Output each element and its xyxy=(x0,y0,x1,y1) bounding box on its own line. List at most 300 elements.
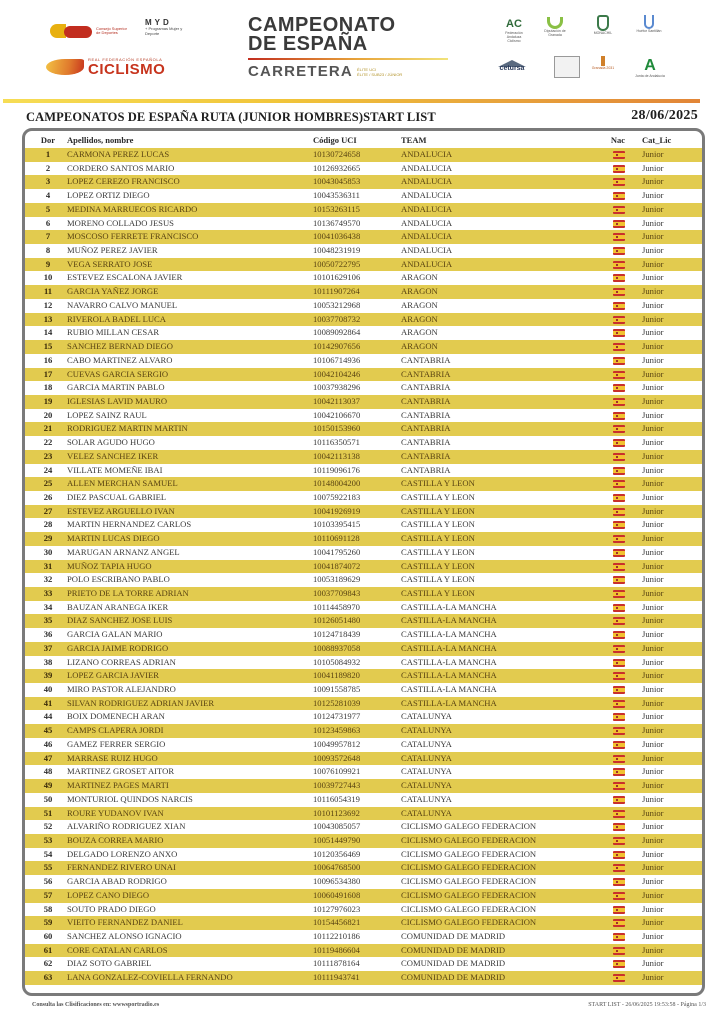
cell-uci-code: 10106714936 xyxy=(313,354,361,365)
header-dor: Dor xyxy=(40,135,56,145)
rfec-wing-icon xyxy=(46,59,84,75)
cell-dor: 35 xyxy=(43,615,53,626)
spain-flag-icon xyxy=(613,412,625,420)
cell-uci-code: 10089092864 xyxy=(313,327,361,338)
cell-name: GARCIA JAIME RODRIGO xyxy=(67,642,169,653)
spain-flag-icon xyxy=(613,782,625,790)
table-row xyxy=(25,436,702,450)
table-row xyxy=(25,779,702,793)
cell-name: MARRASE RUIZ HUGO xyxy=(67,752,158,763)
table-row xyxy=(25,738,702,752)
cell-category: Junior xyxy=(642,876,664,887)
cell-uci-code: 10091558785 xyxy=(313,684,361,695)
cell-category: Junior xyxy=(642,834,664,845)
sponsor-fac-logo: AC Federación Andaluza Ciclismo xyxy=(505,18,523,43)
table-row xyxy=(25,614,702,628)
cell-name: RIVEROLA BADEL LUCA xyxy=(67,313,166,324)
cell-uci-code: 10075922183 xyxy=(313,491,361,502)
cell-category: Junior xyxy=(642,697,664,708)
rfec-logo xyxy=(46,55,196,79)
table-row xyxy=(25,450,702,464)
cell-dor: 26 xyxy=(43,491,53,502)
cell-dor: 20 xyxy=(43,409,53,420)
cell-name: MUÑOZ TAPIA HUGO xyxy=(67,560,152,571)
cell-uci-code: 10111878164 xyxy=(313,958,360,969)
table-row xyxy=(25,656,702,670)
cell-dor: 53 xyxy=(43,834,53,845)
spain-flag-icon xyxy=(613,741,625,749)
table-row xyxy=(25,326,702,340)
cell-uci-code: 10126051480 xyxy=(313,615,361,626)
cell-team: CATALUNYA xyxy=(401,807,452,818)
footer-website-note: Consulta las Clisificaciones en: wwwsportradio.es xyxy=(32,1002,160,1008)
event-title-line3: CARRETERA xyxy=(248,63,353,80)
cell-name: IGLESIAS LAVID MAURO xyxy=(67,395,168,406)
cell-name: MARTIN LUCAS DIEGO xyxy=(67,533,160,544)
cell-name: BOIX DOMENECH ARAN xyxy=(67,711,165,722)
table-row xyxy=(25,409,702,423)
cell-dor: 27 xyxy=(43,505,53,516)
sponsor-ayuntamiento-logo xyxy=(552,56,582,78)
table-row xyxy=(25,175,702,189)
cell-team: CASTILLA-LA MANCHA xyxy=(401,642,497,653)
cell-uci-code: 10041036438 xyxy=(313,231,361,242)
table-row xyxy=(25,944,702,958)
spain-flag-icon xyxy=(613,686,625,694)
cell-team: CASTILLA Y LEON xyxy=(401,519,475,530)
header-cat: Cat_Lic xyxy=(642,135,672,145)
spain-flag-icon xyxy=(613,864,625,872)
cell-name: LOPEZ CEREZO FRANCISCO xyxy=(67,176,180,187)
cell-team: ANDALUCIA xyxy=(401,190,453,201)
table-row xyxy=(25,903,702,917)
cell-category: Junior xyxy=(642,546,664,557)
cell-uci-code: 10051449790 xyxy=(313,834,361,845)
cell-name: GARCIA ABAD RODRIGO xyxy=(67,876,167,887)
cell-name: LOPEZ GARCIA JAVIER xyxy=(67,670,159,681)
spain-flag-icon xyxy=(613,508,625,516)
spain-flag-icon xyxy=(613,645,625,653)
cell-name: DIEZ PASCUAL GABRIEL xyxy=(67,491,167,502)
cell-team: CICLISMO GALEGO FEDERACION xyxy=(401,917,537,928)
cell-team: CASTILLA-LA MANCHA xyxy=(401,601,497,612)
cell-team: COMUNIDAD DE MADRID xyxy=(401,930,506,941)
spain-flag-icon xyxy=(613,576,625,584)
cell-dor: 3 xyxy=(45,176,51,187)
cell-team: ARAGON xyxy=(401,327,438,338)
cell-name: ESTEVEZ ESCALONA JAVIER xyxy=(67,272,183,283)
cell-team: CICLISMO GALEGO FEDERACION xyxy=(401,848,537,859)
cell-category: Junior xyxy=(642,944,664,955)
cell-dor: 38 xyxy=(43,656,53,667)
cell-category: Junior xyxy=(642,382,664,393)
cell-category: Junior xyxy=(642,889,664,900)
table-row xyxy=(25,642,702,656)
cell-uci-code: 10103395415 xyxy=(313,519,361,530)
cell-team: ANDALUCIA xyxy=(401,149,453,159)
cell-team: CASTILLA-LA MANCHA xyxy=(401,629,497,640)
cell-team: CASTILLA Y LEON xyxy=(401,574,475,585)
spain-flag-icon xyxy=(613,796,625,804)
spain-flag-icon xyxy=(613,206,625,214)
cell-dor: 5 xyxy=(45,203,51,214)
cell-dor: 16 xyxy=(43,354,53,365)
table-row xyxy=(25,505,702,519)
event-categories-line1: ÉLITE UCI xyxy=(356,66,377,72)
cell-name: BOUZA CORREA MARIO xyxy=(67,834,164,845)
cell-category: Junior xyxy=(642,149,664,159)
table-row xyxy=(25,971,702,985)
spain-flag-icon xyxy=(613,755,625,763)
footer-page-info: START LIST - 26/06/2025 19:53:58 - Página 1/3 xyxy=(588,1002,706,1008)
huetor-icon xyxy=(644,15,654,29)
title-divider xyxy=(248,58,448,60)
cell-category: Junior xyxy=(642,738,664,749)
header-uci: Código UCI xyxy=(313,135,357,145)
cell-dor: 23 xyxy=(43,450,53,461)
cell-dor: 63 xyxy=(43,972,53,983)
table-row xyxy=(25,957,702,971)
cell-dor: 47 xyxy=(43,752,53,763)
cell-dor: 29 xyxy=(43,533,53,544)
cell-uci-code: 10101629106 xyxy=(313,272,361,283)
sponsor-granada2031-logo: Granada 2031 xyxy=(590,56,616,70)
cell-category: Junior xyxy=(642,313,664,324)
cell-team: CASTILLA Y LEON xyxy=(401,560,475,571)
table-row xyxy=(25,340,702,354)
cell-category: Junior xyxy=(642,903,664,914)
cell-name: VILLATE MOMEÑE IBAI xyxy=(67,464,163,475)
cell-category: Junior xyxy=(642,341,664,352)
cell-uci-code: 10088937058 xyxy=(313,642,361,653)
cell-name: CARMONA PEREZ LUCAS xyxy=(67,149,170,159)
cell-category: Junior xyxy=(642,395,664,406)
table-row xyxy=(25,354,702,368)
coat-of-arms-icon xyxy=(554,56,580,78)
cell-dor: 28 xyxy=(43,519,53,530)
spain-flag-icon xyxy=(613,371,625,379)
cell-name: MARTINEZ GROSET AITOR xyxy=(67,766,175,777)
spain-flag-icon xyxy=(613,261,625,269)
cell-name: POLO ESCRIBANO PABLO xyxy=(67,574,170,585)
cell-team: ANDALUCIA xyxy=(401,176,453,187)
cell-category: Junior xyxy=(642,354,664,365)
table-row xyxy=(25,587,702,601)
cell-dor: 39 xyxy=(43,670,53,681)
table-row xyxy=(25,189,702,203)
table-row xyxy=(25,834,702,848)
myd-label: + Programas Mujer y Deporte xyxy=(145,26,183,36)
spain-flag-icon xyxy=(613,713,625,721)
table-row xyxy=(25,230,702,244)
cell-team: COMUNIDAD DE MADRID xyxy=(401,944,506,955)
cell-team: CANTABRIA xyxy=(401,464,451,475)
cell-uci-code: 10039727443 xyxy=(313,780,361,791)
spain-flag-icon xyxy=(613,892,625,900)
table-row xyxy=(25,299,702,313)
cell-team: CATALUNYA xyxy=(401,780,452,791)
spain-flag-icon xyxy=(613,439,625,447)
table-row xyxy=(25,258,702,272)
cell-uci-code: 10150153960 xyxy=(313,423,361,434)
spain-flag-icon xyxy=(613,329,625,337)
cell-uci-code: 10042106670 xyxy=(313,409,361,420)
cell-category: Junior xyxy=(642,958,664,969)
cell-dor: 37 xyxy=(43,642,53,653)
cell-name: CORE CATALAN CARLOS xyxy=(67,944,168,955)
cell-team: ANDALUCIA xyxy=(401,162,453,173)
table-row xyxy=(25,875,702,889)
page-title: CAMPEONATOS DE ESPAÑA RUTA (JUNIOR HOMBRES)START LIST xyxy=(26,110,436,124)
cell-dor: 50 xyxy=(43,793,53,804)
csd-label: Consejo Superior de Deportes xyxy=(96,26,127,35)
cell-name: CABO MARTINEZ ALVARO xyxy=(67,354,173,365)
cell-team: CASTILLA Y LEON xyxy=(401,478,475,489)
spain-flag-icon xyxy=(613,316,625,324)
cell-team: CATALUNYA xyxy=(401,766,452,777)
cell-dor: 60 xyxy=(43,930,53,941)
spain-flag-icon xyxy=(613,837,625,845)
table-row xyxy=(25,752,702,766)
cell-dor: 4 xyxy=(45,190,51,201)
cell-name: LOPEZ CANO DIEGO xyxy=(67,889,150,900)
table-row xyxy=(25,930,702,944)
cell-team: CATALUNYA xyxy=(401,793,452,804)
cell-uci-code: 10041795260 xyxy=(313,546,361,557)
table-row xyxy=(25,313,702,327)
cell-uci-code: 10043085057 xyxy=(313,821,361,832)
spain-flag-icon xyxy=(613,480,625,488)
cell-category: Junior xyxy=(642,930,664,941)
cell-uci-code: 10049957812 xyxy=(313,738,361,749)
spain-flag-icon xyxy=(613,398,625,406)
cell-team: CASTILLA-LA MANCHA xyxy=(401,656,497,667)
spain-flag-icon xyxy=(613,960,625,968)
cell-category: Junior xyxy=(642,176,664,187)
cell-category: Junior xyxy=(642,162,664,173)
cell-name: MARTINEZ PAGES MARTI xyxy=(67,780,169,791)
cell-name: MARTIN HERNANDEZ CARLOS xyxy=(67,519,192,530)
cell-uci-code: 10148004200 xyxy=(313,478,361,489)
cell-uci-code: 10130724658 xyxy=(313,149,361,159)
spain-flag-icon xyxy=(613,590,625,598)
cell-category: Junior xyxy=(642,533,664,544)
cell-team: CASTILLA Y LEON xyxy=(401,546,475,557)
spain-flag-icon xyxy=(613,823,625,831)
cell-dor: 14 xyxy=(43,327,53,338)
cell-dor: 15 xyxy=(43,341,53,352)
spain-flag-icon xyxy=(613,288,625,296)
cell-uci-code: 10053189629 xyxy=(313,574,361,585)
cell-team: CATALUNYA xyxy=(401,752,452,763)
fac-icon: AC xyxy=(506,18,522,30)
event-title xyxy=(248,16,458,80)
header-nac: Nac xyxy=(610,135,626,145)
cell-category: Junior xyxy=(642,574,664,585)
csd-mark-icon xyxy=(50,24,92,38)
monachil-shield-icon xyxy=(597,15,609,31)
table-row xyxy=(25,217,702,231)
cell-team: CANTABRIA xyxy=(401,423,451,434)
cell-category: Junior xyxy=(642,450,664,461)
cell-team: ANDALUCIA xyxy=(401,258,453,269)
spain-flag-icon xyxy=(613,727,625,735)
spain-flag-icon xyxy=(613,247,625,255)
cell-dor: 22 xyxy=(43,437,53,448)
table-row xyxy=(25,601,702,615)
cell-category: Junior xyxy=(642,245,664,256)
cell-dor: 19 xyxy=(43,395,53,406)
spain-flag-icon xyxy=(613,425,625,433)
cell-dor: 6 xyxy=(45,217,51,228)
cell-team: CANTABRIA xyxy=(401,368,451,379)
cell-uci-code: 10042104246 xyxy=(313,368,361,379)
cell-name: ROURE YUDANOV IVAN xyxy=(67,807,164,818)
table-row xyxy=(25,793,702,807)
cell-name: MARUGAN ARNANZ ANGEL xyxy=(67,546,180,557)
cell-category: Junior xyxy=(642,725,664,736)
cell-uci-code: 10119486604 xyxy=(313,944,360,955)
cell-uci-code: 10053212968 xyxy=(313,299,361,310)
spain-flag-icon xyxy=(613,233,625,241)
cell-uci-code: 10120356469 xyxy=(313,848,361,859)
cell-category: Junior xyxy=(642,478,664,489)
cell-category: Junior xyxy=(642,231,664,242)
spain-flag-icon xyxy=(613,659,625,667)
spain-flag-icon xyxy=(613,220,625,228)
cell-team: ANDALUCIA xyxy=(401,231,453,242)
cell-category: Junior xyxy=(642,217,664,228)
cell-category: Junior xyxy=(642,656,664,667)
spain-flag-icon xyxy=(613,274,625,282)
cell-team: CICLISMO GALEGO FEDERACION xyxy=(401,862,537,873)
cell-dor: 45 xyxy=(43,725,53,736)
spain-flag-icon xyxy=(613,878,625,886)
cell-name: BAUZAN ARANEGA IKER xyxy=(67,601,169,612)
cell-uci-code: 10154456821 xyxy=(313,917,361,928)
cell-category: Junior xyxy=(642,368,664,379)
cell-dor: 51 xyxy=(43,807,53,818)
cell-dor: 34 xyxy=(43,601,53,612)
header-team: TEAM xyxy=(401,135,427,145)
cell-uci-code: 10101123692 xyxy=(313,807,360,818)
cell-dor: 17 xyxy=(43,368,53,379)
cell-name: LANA GONZALEZ-COVIELLA FERNANDO xyxy=(67,972,233,983)
cell-name: LIZANO CORREAS ADRIAN xyxy=(67,656,176,667)
spain-flag-icon xyxy=(613,810,625,818)
cell-name: DELGADO LORENZO ANXO xyxy=(67,848,178,859)
spain-flag-icon xyxy=(613,302,625,310)
cell-team: CASTILLA Y LEON xyxy=(401,505,475,516)
table-row xyxy=(25,162,702,176)
cell-category: Junior xyxy=(642,848,664,859)
table-row xyxy=(25,807,702,821)
cell-team: CASTILLA Y LEON xyxy=(401,588,475,598)
spain-flag-icon xyxy=(613,521,625,529)
myd-mark: MYD xyxy=(145,18,172,27)
granada-icon xyxy=(601,56,605,66)
spain-flag-icon xyxy=(613,549,625,557)
cell-uci-code: 10111943741 xyxy=(313,972,360,983)
cell-uci-code: 10043045853 xyxy=(313,176,361,187)
table-row xyxy=(25,285,702,299)
cell-team: CANTABRIA xyxy=(401,382,451,393)
cell-category: Junior xyxy=(642,615,664,626)
cell-category: Junior xyxy=(642,862,664,873)
table-row xyxy=(25,203,702,217)
table-row xyxy=(25,244,702,258)
cell-category: Junior xyxy=(642,629,664,640)
spain-flag-icon xyxy=(613,906,625,914)
sponsor-monachil-logo: MONACHIL xyxy=(588,15,618,35)
cell-category: Junior xyxy=(642,203,664,214)
cell-team: ANDALUCIA xyxy=(401,217,453,228)
cell-name: MEDINA MARRUECOS RICARDO xyxy=(67,203,198,214)
spain-flag-icon xyxy=(613,494,625,502)
cell-uci-code: 10064768500 xyxy=(313,862,361,873)
cell-name: VEGA SERRATO JOSE xyxy=(67,258,153,269)
cell-team: CANTABRIA xyxy=(401,409,451,420)
cell-uci-code: 10124731977 xyxy=(313,711,361,722)
cell-name: CAMPS CLAPERA JORDI xyxy=(67,725,164,736)
cell-dor: 48 xyxy=(43,766,53,777)
cell-category: Junior xyxy=(642,286,664,297)
cell-category: Junior xyxy=(642,299,664,310)
table-row xyxy=(25,669,702,683)
cell-category: Junior xyxy=(642,519,664,530)
spain-flag-icon xyxy=(613,178,625,186)
cell-uci-code: 10105084932 xyxy=(313,656,361,667)
cell-dor: 52 xyxy=(43,821,53,832)
spain-flag-icon xyxy=(613,919,625,927)
start-list-table xyxy=(22,128,705,996)
cell-dor: 44 xyxy=(43,711,53,722)
cell-category: Junior xyxy=(642,684,664,695)
cell-dor: 24 xyxy=(43,464,53,475)
table-row xyxy=(25,491,702,505)
cell-name: SILVAN RODRIGUEZ ADRIAN JAVIER xyxy=(67,697,215,708)
cell-uci-code: 10050722795 xyxy=(313,258,361,269)
sponsor-logos xyxy=(490,12,710,84)
cell-name: ALVARIÑO RODRIGUEZ XIAN xyxy=(67,821,186,832)
cell-team: CATALUNYA xyxy=(401,725,452,736)
spain-flag-icon xyxy=(613,947,625,955)
cell-uci-code: 10043536311 xyxy=(313,190,360,201)
cell-category: Junior xyxy=(642,190,664,201)
event-title-line2: DE ESPAÑA xyxy=(248,33,368,55)
cell-name: MONTURIOL QUINDOS NARCIS xyxy=(67,793,193,804)
cell-uci-code: 10119096176 xyxy=(313,464,360,475)
cell-team: CATALUNYA xyxy=(401,711,452,722)
spain-flag-icon xyxy=(613,535,625,543)
cell-dor: 25 xyxy=(43,478,53,489)
cell-category: Junior xyxy=(642,807,664,818)
cell-team: CASTILLA-LA MANCHA xyxy=(401,615,497,626)
cell-team: ANDALUCIA xyxy=(401,203,453,214)
cell-uci-code: 10041926919 xyxy=(313,505,361,516)
cell-name: VIEITO FERNANDEZ DANIEL xyxy=(67,917,183,928)
cell-dor: 7 xyxy=(45,231,51,242)
cell-dor: 49 xyxy=(43,780,53,791)
cell-category: Junior xyxy=(642,793,664,804)
rfec-small-label: REAL FEDERACIÓN ESPAÑOLA xyxy=(88,57,163,62)
cell-name: MOSCOSO FERRETE FRANCISCO xyxy=(67,231,199,242)
cell-dor: 40 xyxy=(43,684,53,695)
cell-name: NAVARRO CALVO MANUEL xyxy=(67,299,178,310)
table-row xyxy=(25,368,702,382)
event-categories-line2: ÉLITE / SUB23 / JÚNIOR xyxy=(356,71,403,77)
cell-name: SOLAR AGUDO HUGO xyxy=(67,437,155,448)
